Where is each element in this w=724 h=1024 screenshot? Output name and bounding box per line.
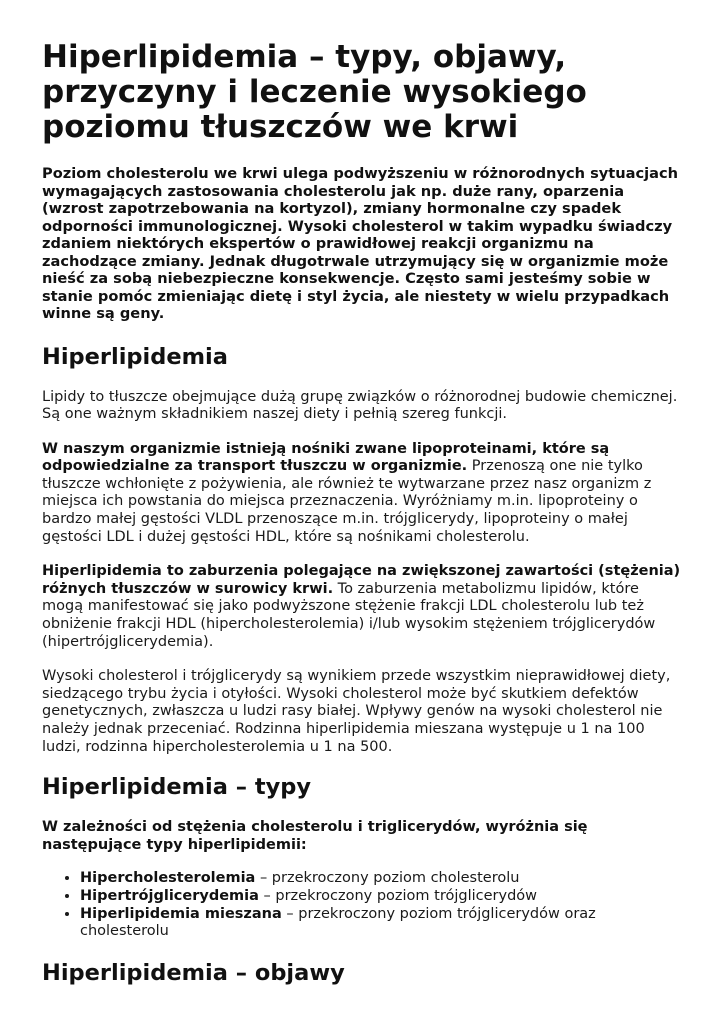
paragraph-definicja bbox=[42, 563, 684, 651]
paragraph-lipoproteiny bbox=[42, 441, 684, 547]
list-item-term: Hipertrójglicerydemia bbox=[80, 887, 259, 904]
list-item bbox=[80, 906, 684, 941]
typy-intro: W zależności od stężenia cholesterolu i triglicerydów, wyróżnia się następujące typy hiperlipidemii: bbox=[42, 819, 588, 853]
article-title: Hiperlipidemia – typy, objawy, przyczyny i leczenie wysokiego poziomu tłuszczów we krwi bbox=[42, 39, 587, 145]
typy-list bbox=[42, 870, 684, 940]
list-item-term: Hiperlipidemia mieszana bbox=[80, 905, 282, 922]
list-item bbox=[80, 870, 684, 888]
paragraph-lipoproteiny-bold: W naszym organizmie istnieją nośniki zwane lipoproteinami, które są odpowiedzialne za transport tłuszczu w organizmie. bbox=[42, 440, 610, 475]
paragraph-lipidy: Lipidy to tłuszcze obejmujące dużą grupę związków o różnorodnej budowie chemicznej. Są one ważnym składnikiem naszej diety i pełnią szereg funkcji. bbox=[42, 388, 678, 423]
section-heading-hiperlipidemia: Hiperlipidemia bbox=[42, 343, 228, 370]
list-item-desc: – przekroczony poziom cholesterolu bbox=[255, 870, 520, 887]
list-item-term: Hipercholesterolemia bbox=[80, 870, 256, 887]
paragraph-definicja-bold: Hiperlipidemia to zaburzenia polegające na zwiększonej zawartości (stężenia) różnych tłuszczów w surowicy krwi. bbox=[42, 563, 681, 597]
list-item bbox=[80, 888, 684, 906]
list-item-desc: – przekroczony poziom trójglicerydów oraz cholesterolu bbox=[80, 905, 596, 940]
section-heading-objawy: Hiperlipidemia – objawy bbox=[42, 959, 345, 986]
section-heading-typy: Hiperlipidemia – typy bbox=[42, 774, 312, 801]
paragraph-definicja-text: To zaburzenia metabolizmu lipidów, które mogą manifestować się jako podwyższone stężenie frakcji LDL cholesterolu lub też obniżenie frakcji HDL (hipercholesterolemia) i/lub wysokim stężeniem trójglicerydów (hipertrójglicerydemia). bbox=[42, 580, 656, 650]
paragraph-przyczyny: Wysoki cholesterol i trójglicerydy są wynikiem przede wszystkim nieprawidłowej diety, siedzącego trybu życia i otyłości. Wysoki cholesterol może być skutkiem defektów genetycznych, zwłaszcza u ludzi rasy białej. Wpływy genów na wysoki cholesterol nie należy jednak przeceniać. Rodzinna hiperlipidemia mieszana występuje u 1 na 100 ludzi, rodzinna hipercholesterolemia u 1 na 500. bbox=[42, 668, 671, 755]
article-lead: Poziom cholesterolu we krwi ulega podwyższeniu w różnorodnych sytuacjach wymagających zastosowania cholesterolu jak np. duże rany, oparzenia (wzrost zapotrzebowania na kortyzol), zmiany hormonalne czy spadek odporności immunologicznej. Wysoki cholesterol w takim wypadku świadczy zdaniem niektórych ekspertów o prawidłowej reakcji organizmu na zachodzące zmiany. Jednak długotrwale utrzymujący się w organizmie może nieść za sobą niebezpieczne konsekwencje. Często sami jesteśmy sobie w stanie pomóc zmieniając dietę i styl życia, ale niestety w wielu przypadkach winne są geny. bbox=[42, 165, 679, 322]
list-item-desc: – przekroczony poziom trójglicerydów bbox=[258, 887, 538, 904]
paragraph-lipoproteiny-text: Przenoszą one nie tylko tłuszcze wchłonięte z pożywienia, ale również te wytwarzane przez nasz organizm z miejsca ich powstania do miejsca przeznaczenia. Wyróżniamy m.in. lipoproteiny o bardzo małej gęstości VLDL przenoszące m.in. trójglicerydy, lipoproteiny o małej gęstości LDL i dużej gęstości HDL, które są nośnikami cholesterolu. bbox=[42, 458, 652, 545]
